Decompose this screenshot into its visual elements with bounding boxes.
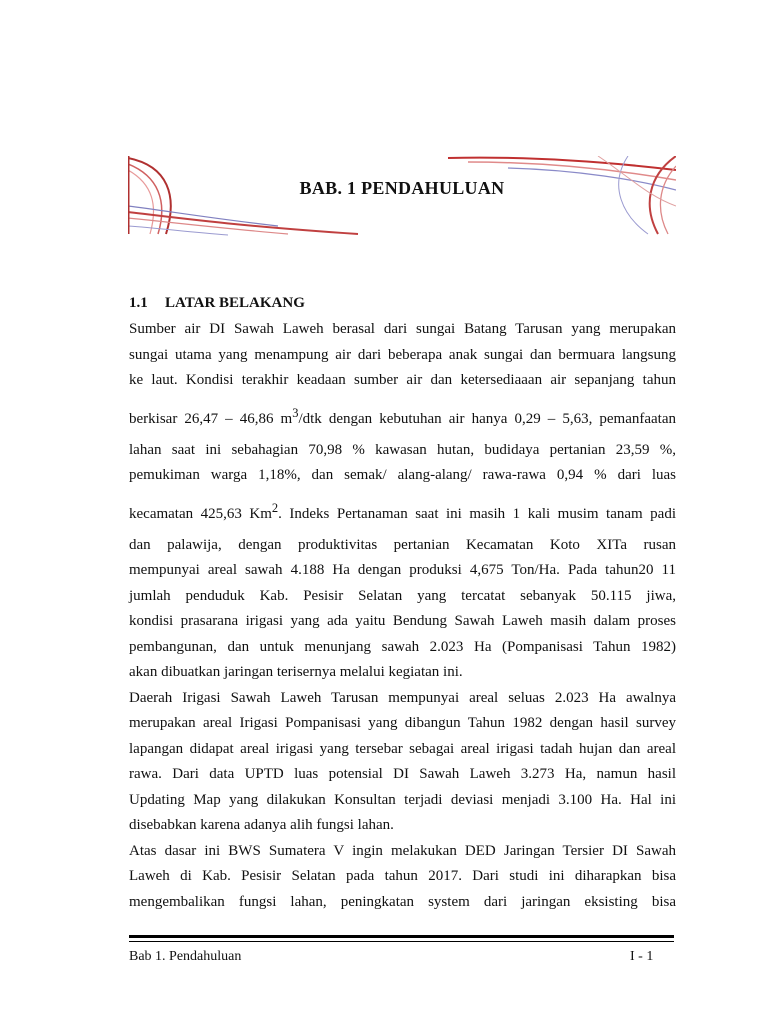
page-number: I - 1: [630, 949, 654, 964]
paragraph: [129, 317, 676, 686]
footer-divider: [129, 935, 674, 938]
section-number: 1.1: [129, 295, 148, 311]
section-title: LATAR BELAKANG: [165, 295, 305, 311]
text-line: lahan saat ini sebahagian 70,98 % kawasan hutan, budidaya pertanian 23,59 %,: [129, 441, 676, 458]
paragraph: [129, 686, 676, 839]
footer-chapter-label: Bab 1. Pendahuluan: [129, 949, 242, 964]
text-line: Laweh di Kab. Pesisir Selatan pada tahun 2017. Dari studi ini diharapkan bisa: [129, 868, 676, 884]
text-line: merupakan areal Irigasi Pompanisasi yang dibangun Tahun 1982 dengan hasil survey: [129, 715, 676, 731]
text-line: mempunyai areal sawah 4.188 Ha dengan produksi 4,675 Ton/Ha. Pada tahun20 11: [129, 562, 676, 578]
section-heading: [129, 295, 305, 312]
text-line: mengembalikan fungsi lahan, peningkatan system dari jaringan eksisting bisa: [129, 893, 676, 910]
superscript: 2: [271, 500, 279, 515]
text-line: pembangunan, dan untuk menunjang sawah 2.023 Ha (Pompanisasi Tahun 1982): [129, 638, 676, 655]
text-line: ke laut. Kondisi terakhir keadaan sumber air dan ketersediaaan air sepanjang tahun: [129, 372, 676, 388]
text-line: rawa. Dari data UPTD luas potensial DI Sawah Laweh 3.273 Ha, namun hasil: [129, 766, 676, 782]
text-line: berkisar 26,47 – 46,86 $m^3$/dtk dengan kebutuhan air hanya 0,29 – 5,63, pemanfaatan: [129, 405, 676, 427]
superscript: 3: [292, 405, 299, 420]
text-line: kecamatan 425,63 Km$^2$. Indeks Pertanaman saat ini masih 1 kali musim tanam padi: [129, 500, 677, 522]
text-line: Updating Map yang dilakukan Konsultan terjadi deviasi menjadi 3.100 Ha. Hal ini: [129, 791, 676, 808]
text-line: pemukiman warga 1,18%, dan semak/ alang-alang/ rawa-rawa 0,94 % dari luas: [129, 467, 676, 483]
text-line: Sumber air DI Sawah Laweh berasal dari sungai Batang Tarusan yang merupakan: [129, 321, 676, 337]
footer-divider-thin: [129, 941, 674, 942]
chapter-title: BAB. 1 PENDAHULUAN: [299, 178, 505, 198]
text-line: dan palawija, dengan produktivitas pertanian Kecamatan Koto XITa rusan: [129, 536, 676, 553]
text-line: Atas dasar ini BWS Sumatera V ingin melakukan DED Jaringan Tersier DI Sawah: [129, 842, 676, 859]
paragraph: [129, 839, 676, 916]
text-line: disebabkan karena adanya alih fungsi lahan.: [129, 817, 394, 833]
chapter-banner: [128, 156, 676, 236]
text-line: jumlah penduduk Kab. Pesisir Selatan yang tercatat sebanyak 50.115 jiwa,: [129, 587, 676, 604]
text-line: Daerah Irigasi Sawah Laweh Tarusan mempunyai areal seluas 2.023 Ha awalnya: [129, 689, 676, 706]
text-line: lapangan didapat areal irigasi yang tersebar sebagai areal irigasi tadah hujan dan areal: [129, 740, 676, 757]
body-text: [129, 317, 676, 915]
text-line: sungai utama yang menampung air dari beberapa anak sungai dan bermuara langsung: [129, 346, 676, 363]
text-line: kondisi prasarana irigasi yang ada yaitu Bendung Sawah Laweh masih dalam proses: [129, 613, 676, 629]
text-line: akan dibuatkan jaringan terisernya melalui kegiatan ini.: [129, 664, 463, 680]
